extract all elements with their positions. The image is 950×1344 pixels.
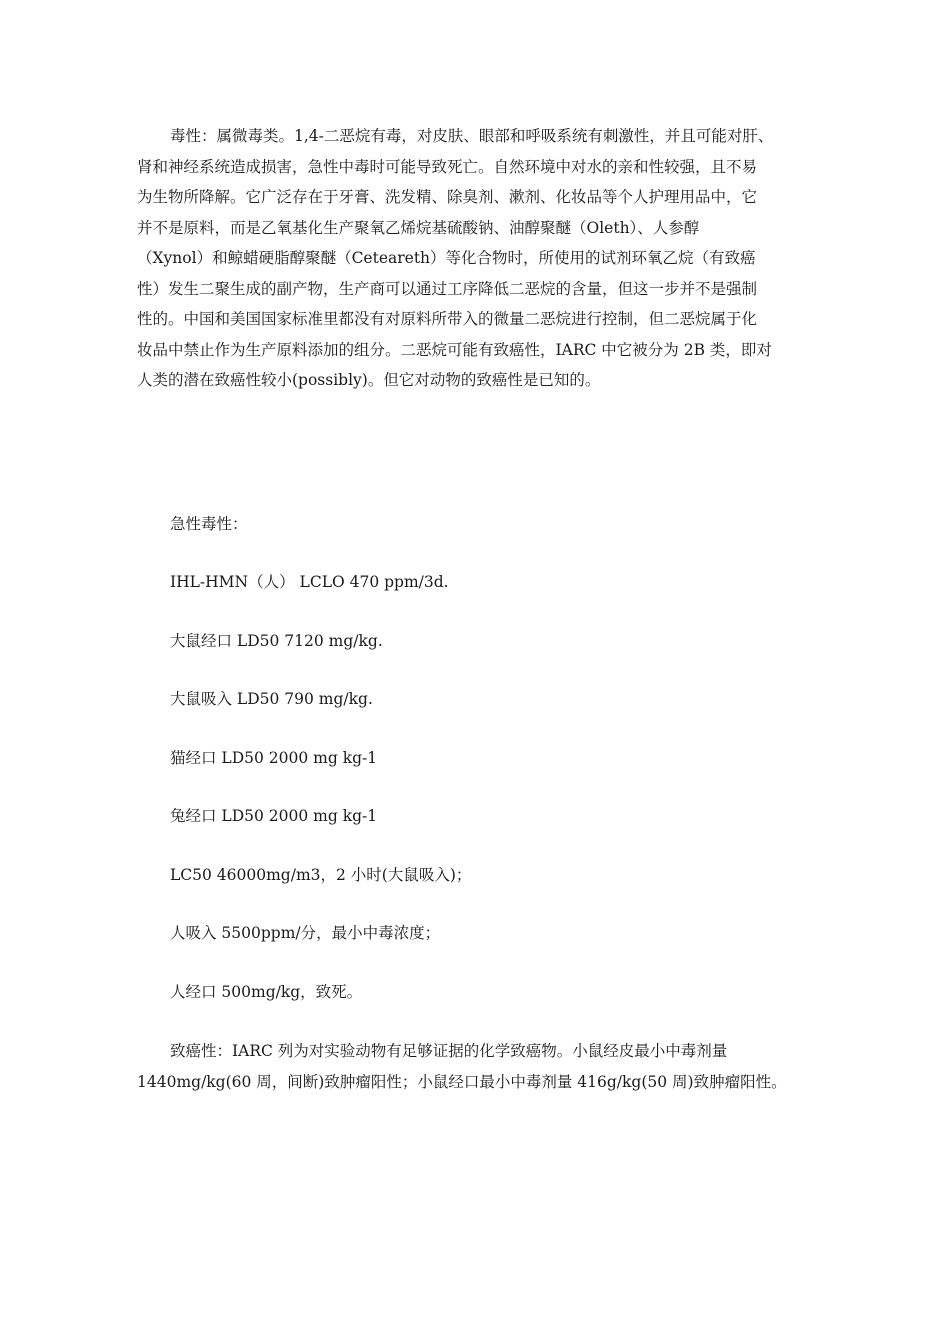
acute-toxicity-item: 人吸入 5500ppm/分，最小中毒浓度； <box>170 924 441 942</box>
acute-toxicity-item: IHL-HMN（人） LCLO 470 ppm/3d. <box>170 573 449 591</box>
acute-toxicity-heading: 急性毒性： <box>170 515 248 533</box>
acute-toxicity-item: 人经口 500mg/kg，致死。 <box>170 983 363 1001</box>
paragraph-line: 性的。中国和美国国家标准里都没有对原料所带入的微量二恶烷进行控制，但二恶烷属于化 <box>137 310 758 328</box>
paragraph-line: 性）发生二聚生成的副产物，生产商可以通过工序降低二恶烷的含量，但这一步并不是强制 <box>137 279 758 298</box>
paragraph-line: 妆品中禁止作为生产原料添加的组分。二恶烷可能有致癌性，IARC 中它被分为 2B 类，即对 <box>137 340 772 359</box>
paragraph-line: 毒性：属微毒类。1,4-二恶烷有毒，对皮肤、眼部和呼吸系统有刺激性，并且可能对肝、 <box>170 127 774 145</box>
toxicity-paragraph <box>137 121 815 396</box>
acute-toxicity-item: LC50 46000mg/m3，2 小时(大鼠吸入)； <box>170 866 472 884</box>
acute-toxicity-item: 兔经口 LD50 2000 mg kg-1 <box>170 807 378 825</box>
paragraph-line: 1440mg/kg(60 周，间断)致肿瘤阳性；小鼠经口最小中毒剂量 416g/kg(50 周)致肿瘤阳性。 <box>137 1072 787 1091</box>
paragraph-line: 为生物所降解。它广泛存在于牙膏、洗发精、除臭剂、漱剂、化妆品等个人护理用品中，它 <box>137 188 758 206</box>
paragraph-line: 并不是原料，而是乙氧基化生产聚氧乙烯烷基硫酸钠、油醇聚醚（Oleth）、人参醇 <box>137 218 700 237</box>
acute-toxicity-item: 猫经口 LD50 2000 mg kg-1 <box>170 749 378 767</box>
paragraph-line: 致癌性：IARC 列为对实验动物有足够证据的化学致癌物。小鼠经皮最小中毒剂量 <box>170 1042 728 1060</box>
acute-toxicity-item: 大鼠吸入 LD50 790 mg/kg. <box>170 690 373 708</box>
paragraph-line: 肾和神经系统造成损害，急性中毒时可能导致死亡。自然环境中对水的亲和性较强，且不易 <box>137 157 758 176</box>
paragraph-line: （Xynol）和鲸蜡硬脂醇聚醚（Ceteareth）等化合物时，所使用的试剂环氧乙烷（有致癌 <box>137 249 756 267</box>
paragraph-line: 人类的潜在致癌性较小(possibly)。但它对动物的致癌性是已知的。 <box>137 371 601 389</box>
carcinogenicity-paragraph <box>137 1036 815 1097</box>
acute-toxicity-item: 大鼠经口 LD50 7120 mg/kg. <box>170 632 383 650</box>
